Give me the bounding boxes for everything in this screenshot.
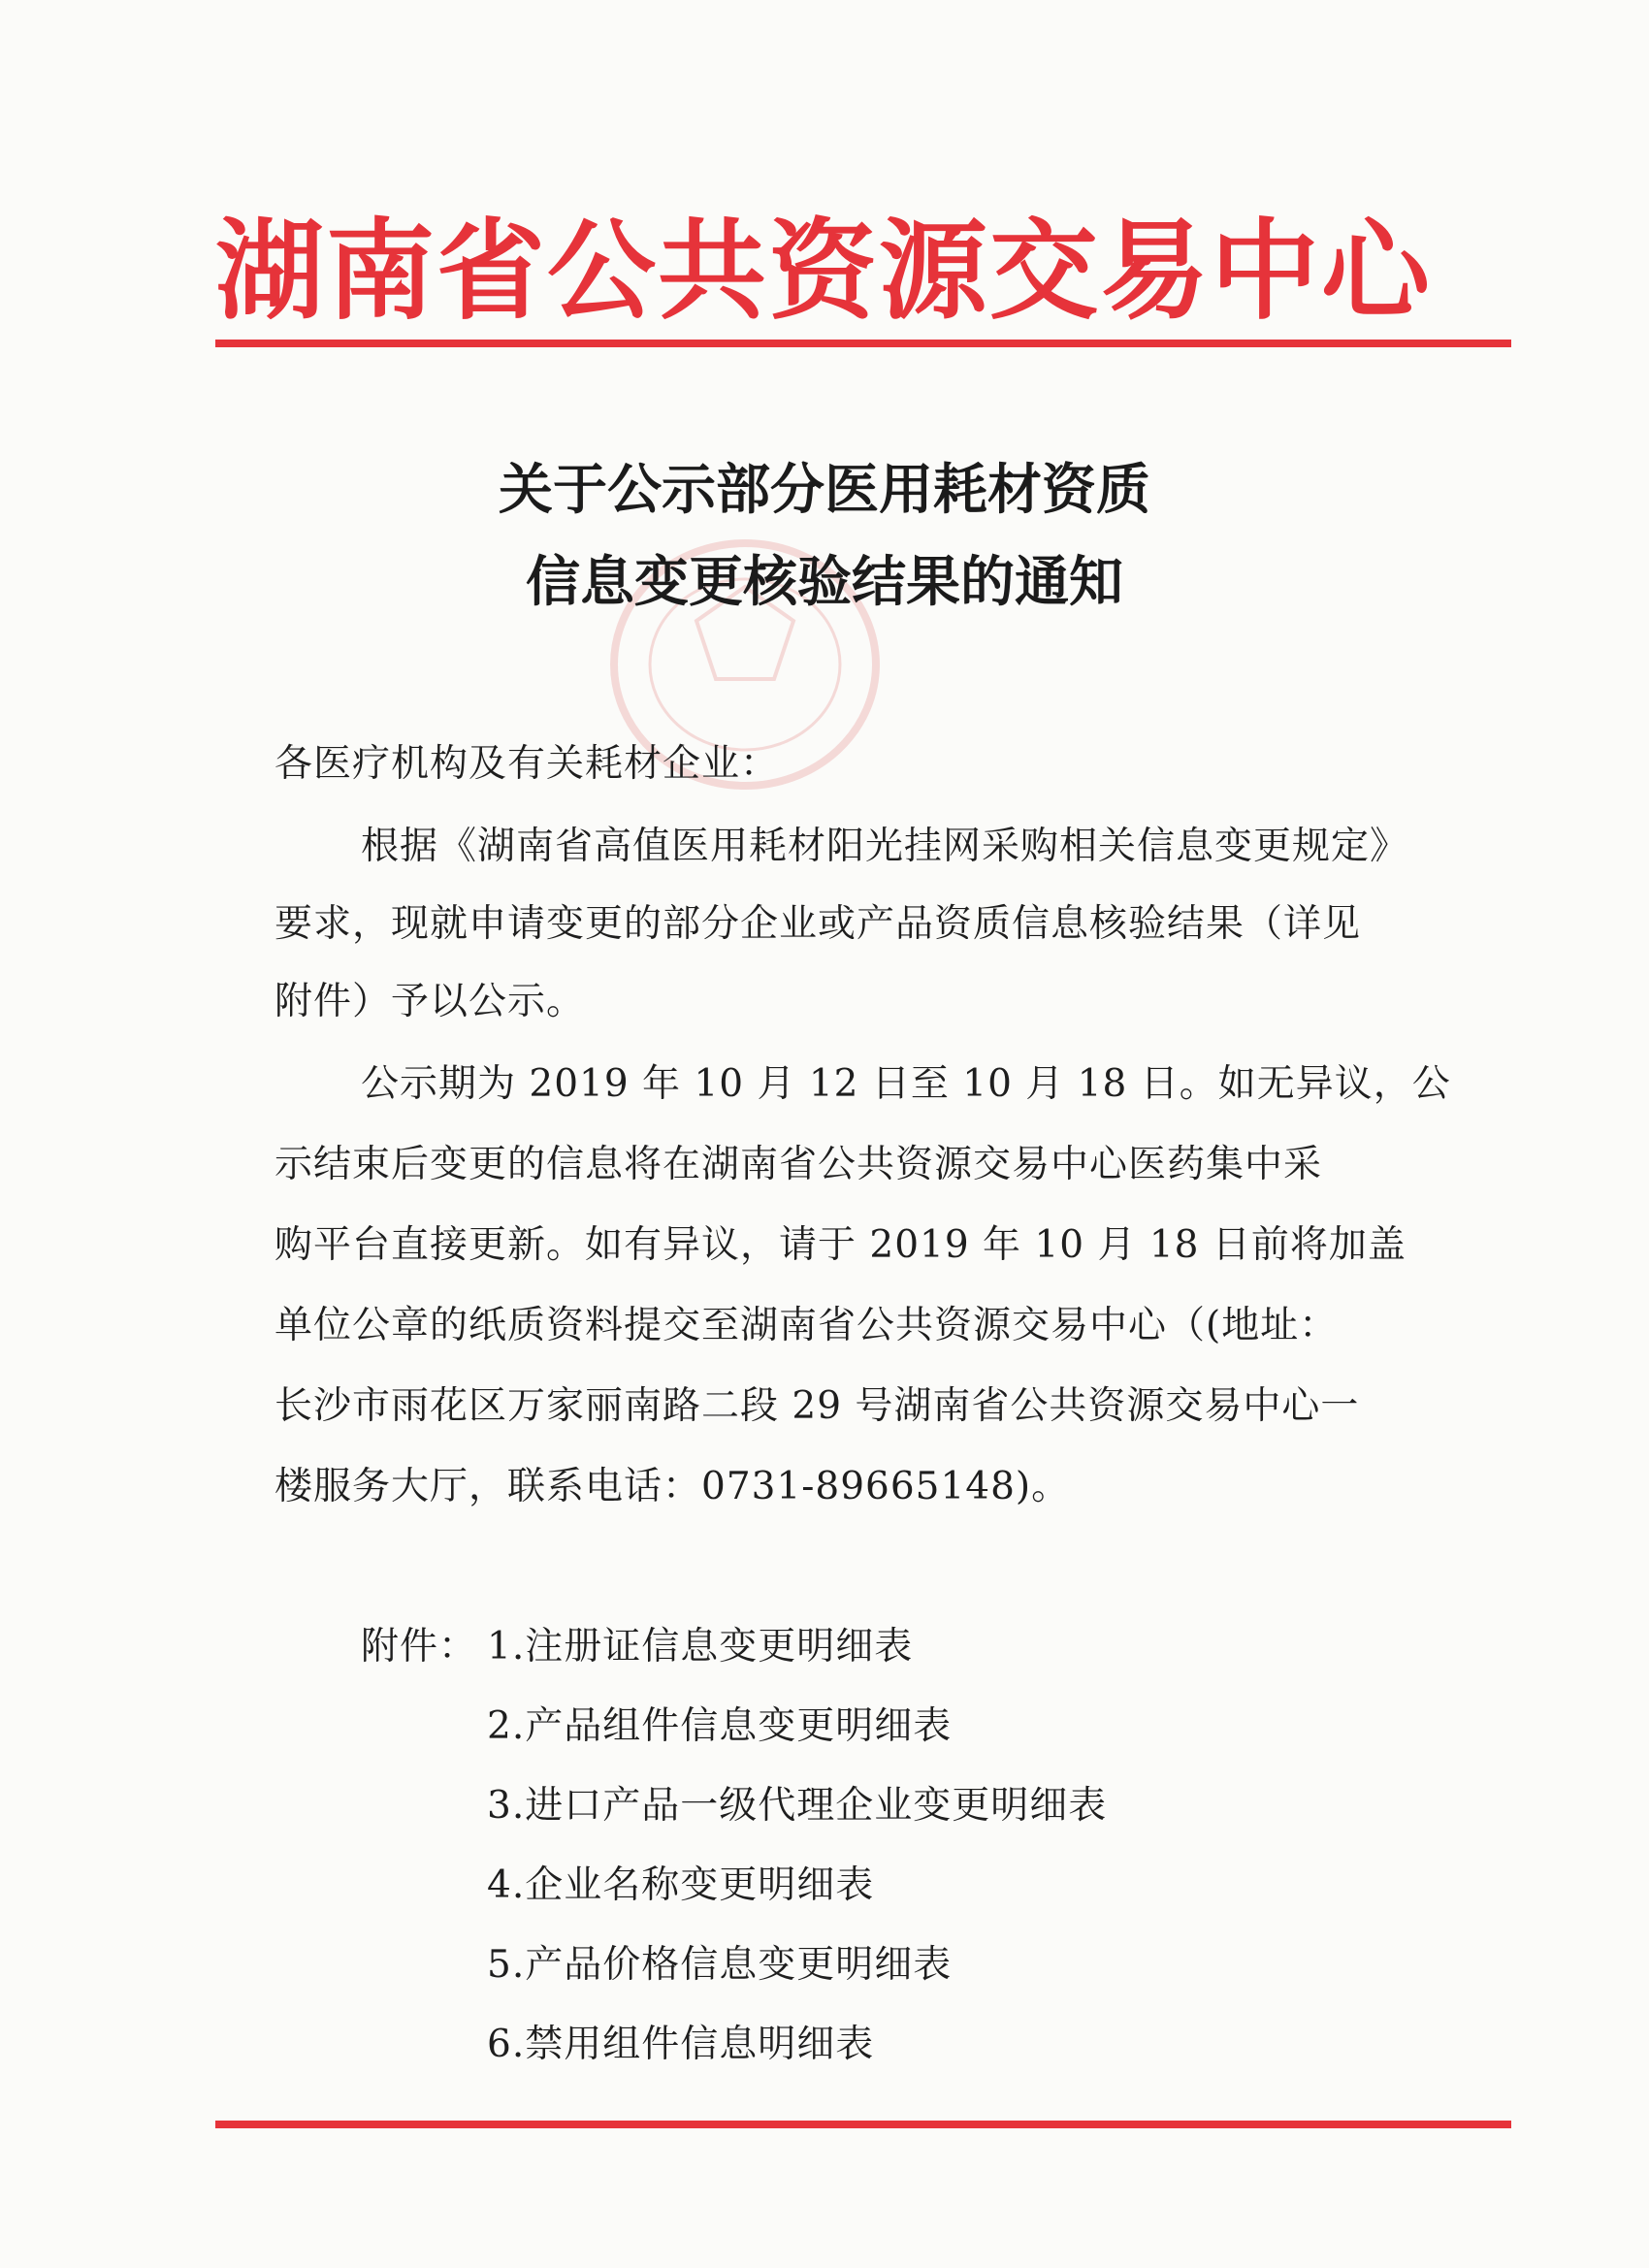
body-line-4: 公示期为 2019 年 10 月 12 日至 10 月 18 日。如无异议，公 bbox=[361, 1062, 1451, 1106]
body-line-5: 示结束后变更的信息将在湖南省公共资源交易中心医药集中采 bbox=[275, 1143, 1323, 1186]
attachment-row-4 bbox=[361, 1859, 1428, 1938]
notice-title-line-1: 关于公示部分医用耗材资质 bbox=[499, 458, 1150, 522]
body-line-9: 楼服务大厅，联系电话：0731-89665148)。 bbox=[275, 1465, 1071, 1508]
body-line-7: 单位公章的纸质资料提交至湖南省公共资源交易中心（(地址： bbox=[275, 1304, 1339, 1347]
attachment-item-1: 1.注册证信息变更明细表 bbox=[487, 1625, 914, 1669]
masthead-title: 湖南省公共资源交易中心 bbox=[215, 209, 1432, 335]
top-red-rule bbox=[215, 340, 1511, 347]
attachment-item-2: 2.产品组件信息变更明细表 bbox=[487, 1704, 953, 1748]
body-line-1: 根据《湖南省高值医用耗材阳光挂网采购相关信息变更规定》 bbox=[361, 825, 1409, 868]
bottom-red-rule bbox=[215, 2121, 1511, 2128]
attachment-row-5 bbox=[361, 1938, 1428, 2018]
body-line-2: 要求，现就申请变更的部分企业或产品资质信息核验结果（详见 bbox=[275, 902, 1362, 946]
salutation: 各医疗机构及有关耗材企业： bbox=[275, 742, 780, 786]
notice-title-line-2: 信息变更核验结果的通知 bbox=[526, 550, 1123, 614]
attachment-item-4: 4.企业名称变更明细表 bbox=[487, 1863, 875, 1907]
body-line-6: 购平台直接更新。如有异议，请于 2019 年 10 月 18 日前将加盖 bbox=[275, 1223, 1406, 1267]
attachments-section bbox=[361, 1620, 1428, 2097]
attachment-row-6 bbox=[361, 2018, 1428, 2097]
attachment-row-2 bbox=[361, 1700, 1428, 1779]
attachment-row-1 bbox=[361, 1620, 1428, 1700]
attachment-item-5: 5.产品价格信息变更明细表 bbox=[487, 1943, 953, 1987]
body-line-8: 长沙市雨花区万家丽南路二段 29 号湖南省公共资源交易中心一 bbox=[275, 1384, 1360, 1428]
attachment-item-6: 6.禁用组件信息明细表 bbox=[487, 2023, 875, 2066]
attachment-item-3: 3.进口产品一级代理企业变更明细表 bbox=[487, 1784, 1108, 1828]
body-line-3: 附件）予以公示。 bbox=[275, 980, 586, 1023]
attachments-label: 附件： bbox=[361, 1625, 478, 1669]
attachment-row-3 bbox=[361, 1779, 1428, 1859]
